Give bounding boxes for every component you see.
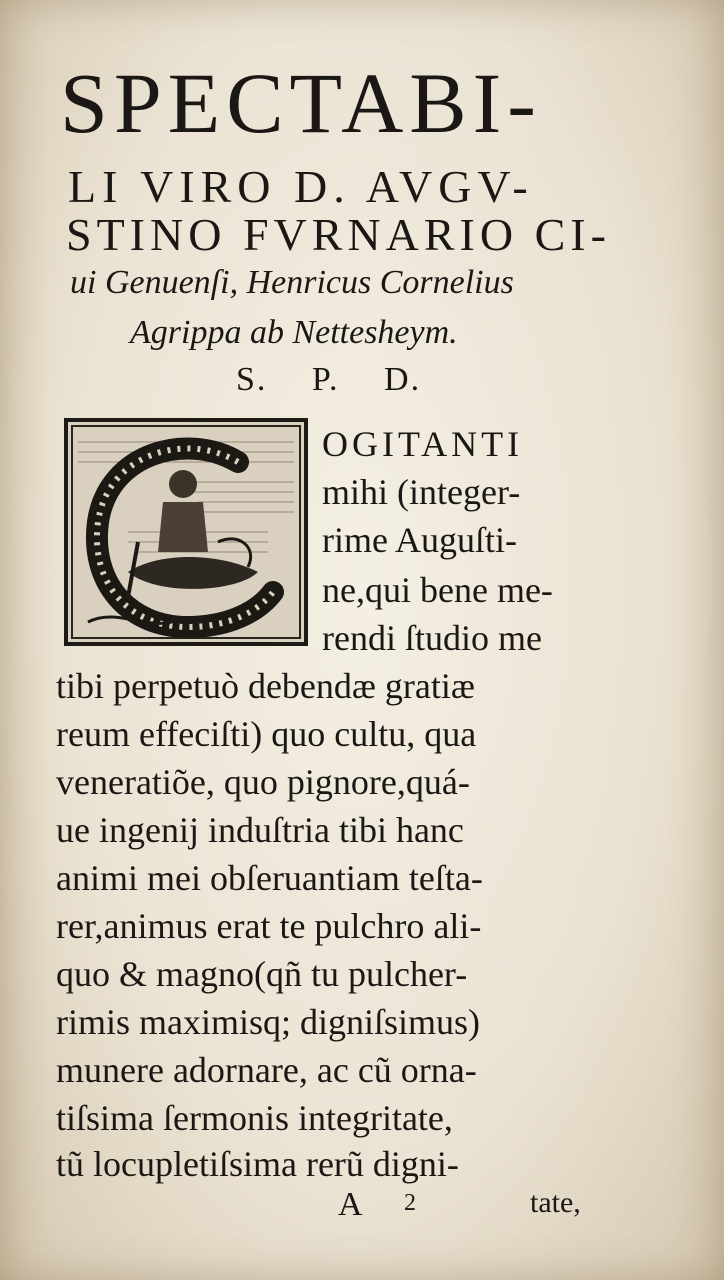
title-line-3: STINO FVRNARIO CI- [66, 209, 611, 260]
title-line-2: LI VIRO D. AVGV- [68, 161, 534, 212]
title-line-1: SPECTABI- [60, 55, 542, 151]
title-line-4: ui Genuenſi, Henricus Cornelius [70, 264, 514, 301]
body-line-14: munere adornare, ac cũ orna- [56, 1050, 477, 1090]
woodcut-initial-c-icon [64, 418, 308, 646]
body-line-7: reum effeciſti) quo cultu, qua [56, 714, 477, 754]
body-line-8: veneratiõe, quo pignore,quá- [56, 762, 470, 802]
signature-number: 2 [404, 1190, 416, 1216]
body-line-3: rime Auguſti- [322, 520, 517, 560]
body-line-13: rimis maximisq; digniſsimus) [56, 1002, 481, 1042]
catchword: tate, [530, 1186, 581, 1219]
body-line-10: animi mei obſeruantiam teſta- [56, 858, 483, 898]
salutation: S. P. D. [236, 361, 422, 398]
body-line-9: ue ingenij induſtria tibi hanc [56, 810, 464, 850]
body-line-11: rer,animus erat te pulchro ali- [56, 906, 482, 946]
body-line-16: tũ locupletiſsima rerũ digni- [56, 1144, 459, 1184]
body-line-4: ne,qui bene me- [322, 570, 553, 610]
title-line-5: Agrippa ab Nettesheym. [130, 314, 458, 351]
signature-mark: A [338, 1186, 363, 1223]
body-line-2: mihi (integer- [322, 472, 521, 512]
body-line-6: tibi perpetuò debendæ gratiæ [56, 666, 475, 706]
body-line-12: quo & magno(qñ tu pulcher- [56, 954, 468, 994]
body-line-5: rendi ſtudio me [322, 618, 542, 658]
body-line-15: tiſsima ſermonis integritate, [56, 1098, 453, 1138]
body-line-1: OGITANTI [322, 424, 524, 464]
